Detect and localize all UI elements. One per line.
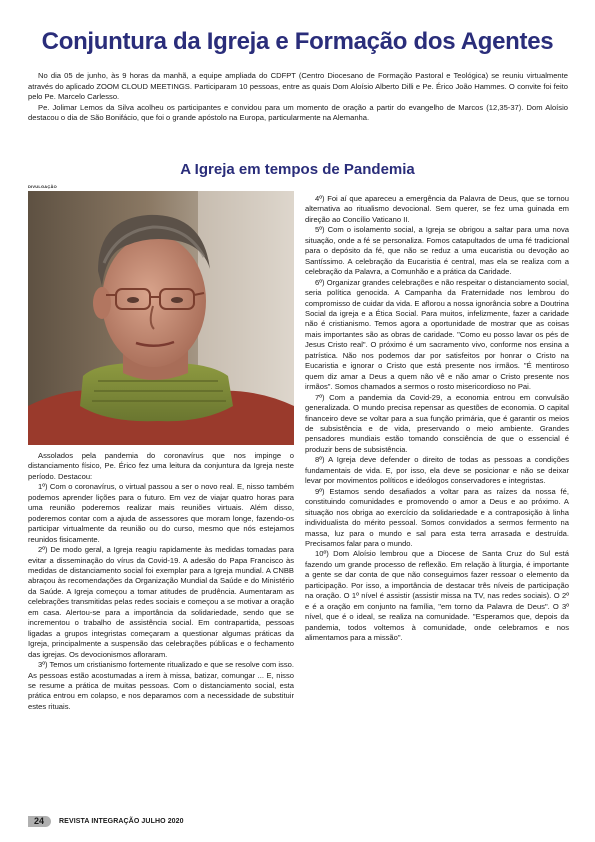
right-column bbox=[305, 194, 569, 643]
left-column bbox=[28, 451, 294, 712]
body-paragraph: 6º) Organizar grandes celebrações e não respeitar o distanciamento social, seria política genocida. A Campanha da Fraternidade nos lembrou do compromisso de cuidar da vida. E aflorou a nossa ignorância sobre a Doutrina Social da igreja e a Ética Social. Para muitos, infelizmente, fazer a caridade não é cristianismo. Temos agora a oportunidade de mostrar que as coisas mais importantes são as obras de caridade. "Como eu posso lavar os pés de Jesus Cristo real". O próximo é um sacramento vivo, conforme nos ensina a patrística. Não nos podemos dar por satisfeitos por honrar o Cristo na Eucaristia e ignorar o Cristo que está presente nos irmãos. "É mentiroso quem diz amar a Deus a quem não vê e não amar o Cristo presente nos irmãos". Somos chamados a sermos o rosto misericordioso no Pai. bbox=[305, 277, 569, 392]
photo-credit: DIVULGAÇÃO bbox=[28, 184, 57, 189]
body-paragraph: 7º) Com a pandemia da Covid-29, a economia entrou em convulsão generalizada. O mundo precisa repensar as questões de economia. O capital financeiro deve se voltar para a sua função primária, que é garantir os meios de subsistência e de vida, preservando o meio ambiente. Grandes pensadores mundiais estão tomando consciência de que o essencial é produzir bens de subsistência. bbox=[305, 392, 569, 454]
intro-paragraph: No dia 05 de junho, às 9 horas da manhã, a equipe ampliada do CDFPT (Centro Diocesano de Formação Pastoral e Teológica) se reuniu virtualmente através do aplicado ZOOM CLOUD MEETINGS. Participaram 10 pessoas, entre as quais Dom Aloísio Alberto Dilli e Pe. Érico João Hammes. O convite foi feito pelo Pe. Marcelo Carlesso. bbox=[28, 71, 568, 102]
body-paragraph: 3º) Temos um cristianismo fortemente ritualizado e que se resolve com isso. As pessoas estão acostumadas a irem à missa, batizar, comungar ... E, nisso se resume a prática de muitas pessoas. Com o distanciamento social, esta prática entrou em colapso, e nos deparamos com a necessidade de substituir estes rituais. bbox=[28, 660, 294, 711]
intro-paragraph: Pe. Jolimar Lemos da Silva acolheu os participantes e convidou para um momento de oração a partir do evangelho de Marcos (12,35-37). Dom Aloísio destacou o dia de São Bonifácio, que foi o grande apóstolo na Europa, particularmente na Alemanha. bbox=[28, 102, 568, 123]
page-number: 24 bbox=[28, 816, 51, 827]
body-paragraph: 8º) A Igreja deve defender o direito de todas as pessoas a condições fundamentais de vida. E, por isso, ela deve se posicionar e não se deixar levar por movimentos políticos e ideólogos conservadores e integristas. bbox=[305, 455, 569, 486]
page-title: Conjuntura da Igreja e Formação dos Agentes bbox=[41, 28, 554, 55]
body-paragraph: 10º) Dom Aloísio lembrou que a Diocese de Santa Cruz do Sul está fazendo um grande processo de reflexão. Em relação à liturgia, é importante a gente se dar conta de que não conseguimos fazer ressoar o elemento da participação. Por isso, a importância de destacar três níveis de participação na oração. O 1º nível é assistir (assistir missa na TV, nas redes sociais). O 2º e é a oração em conjunto na família, "em torno da Palavra de Deus". O 3º nível, que é o ideal, se realiza na comunidade. "Esperamos que, depois da pandemia, todos voltemos à comunidade, onde celebramos e nos alimentamos para a missão". bbox=[305, 549, 569, 643]
body-paragraph: 4º) Foi aí que apareceu a emergência da Palavra de Deus, que se tornou alternativa ao ritualismo devocional. Sem querer, se fez uma guinada em direção ao Concílio Vaticano II. bbox=[305, 194, 569, 224]
page-footer bbox=[28, 816, 184, 827]
publication-name: REVISTA INTEGRAÇÃO JULHO 2020 bbox=[59, 818, 184, 825]
body-paragraph: 5º) Com o isolamento social, a Igreja se obrigou a saltar para uma nova situação, onde a fé se personaliza. Fomos catapultados de uma fé tradicional para o depósito da fé, que não se reduz a uma eucaristia ou devoção ao Santíssimo. A celebração da Eucaristia é central, mas ela se realiza com a celebração da Palavra, a Comunhão e a prática da Caridade. bbox=[305, 225, 569, 277]
portrait-photo bbox=[28, 191, 294, 445]
body-paragraph: 9º) Estamos sendo desafiados a voltar para as raízes da nossa fé, constituindo comunidades e promovendo o amor a Deus e ao próximo. A situação nos obriga ao exercício da solidariedade e a contraposição à linha individualista do mérito pessoal. Somos convidados a sermos fermento na massa, luz para o mundo e sal para esta terra arrasada e destruída. Precisamos falar para o mundo. bbox=[305, 486, 569, 548]
body-paragraph: 2º) De modo geral, a Igreja reagiu rapidamente às medidas tomadas para evitar a disseminação do vírus da Covid-19. A adesão do Papa Francisco às medidas de distanciamento social foi exemplar para a Igreja mundial. A CNBB abraçou às recomendações da Organização Mundial da Saúde e do Ministério da Saúde. A Igreja começou a tomar atitudes de prudência. Aumentaram as celebrações transmitidas pelas redes sociais e começou a se motivar a oração em casa. Alertou-se para a importância da solidariedade, sendo que se incrementou o trabalho de assistência social. Em contrapartida, pessoas ligadas a grupos integristas começaram a questionar algumas práticas da Igreja, principalmente a suspensão das celebrações públicas e o fechamento das igrejas. Os devocionismos afloraram. bbox=[28, 545, 294, 659]
body-paragraph: Assolados pela pandemia do coronavírus que nos impinge o distanciamento físico, Pe. Érico fez uma leitura da conjuntura da Igreja neste período. Destacou: bbox=[28, 451, 294, 481]
body-paragraph: 1º) Com o coronavírus, o virtual passou a ser o novo real. E, nisso também podemos aprender lições para o futuro. Em vez de viajar quatro horas para uma reunião poderemos realizar mais reuniões virtuais. Além disso, poderemos contar com a ajuda de assessores que moram longe, fazendo-os participar virtualmente da reunião ou do curso, mesmo que nós estejamos reunidos fisicamente. bbox=[28, 482, 294, 544]
intro-text bbox=[28, 71, 568, 124]
section-heading: A Igreja em tempos de Pandemia bbox=[180, 161, 415, 178]
